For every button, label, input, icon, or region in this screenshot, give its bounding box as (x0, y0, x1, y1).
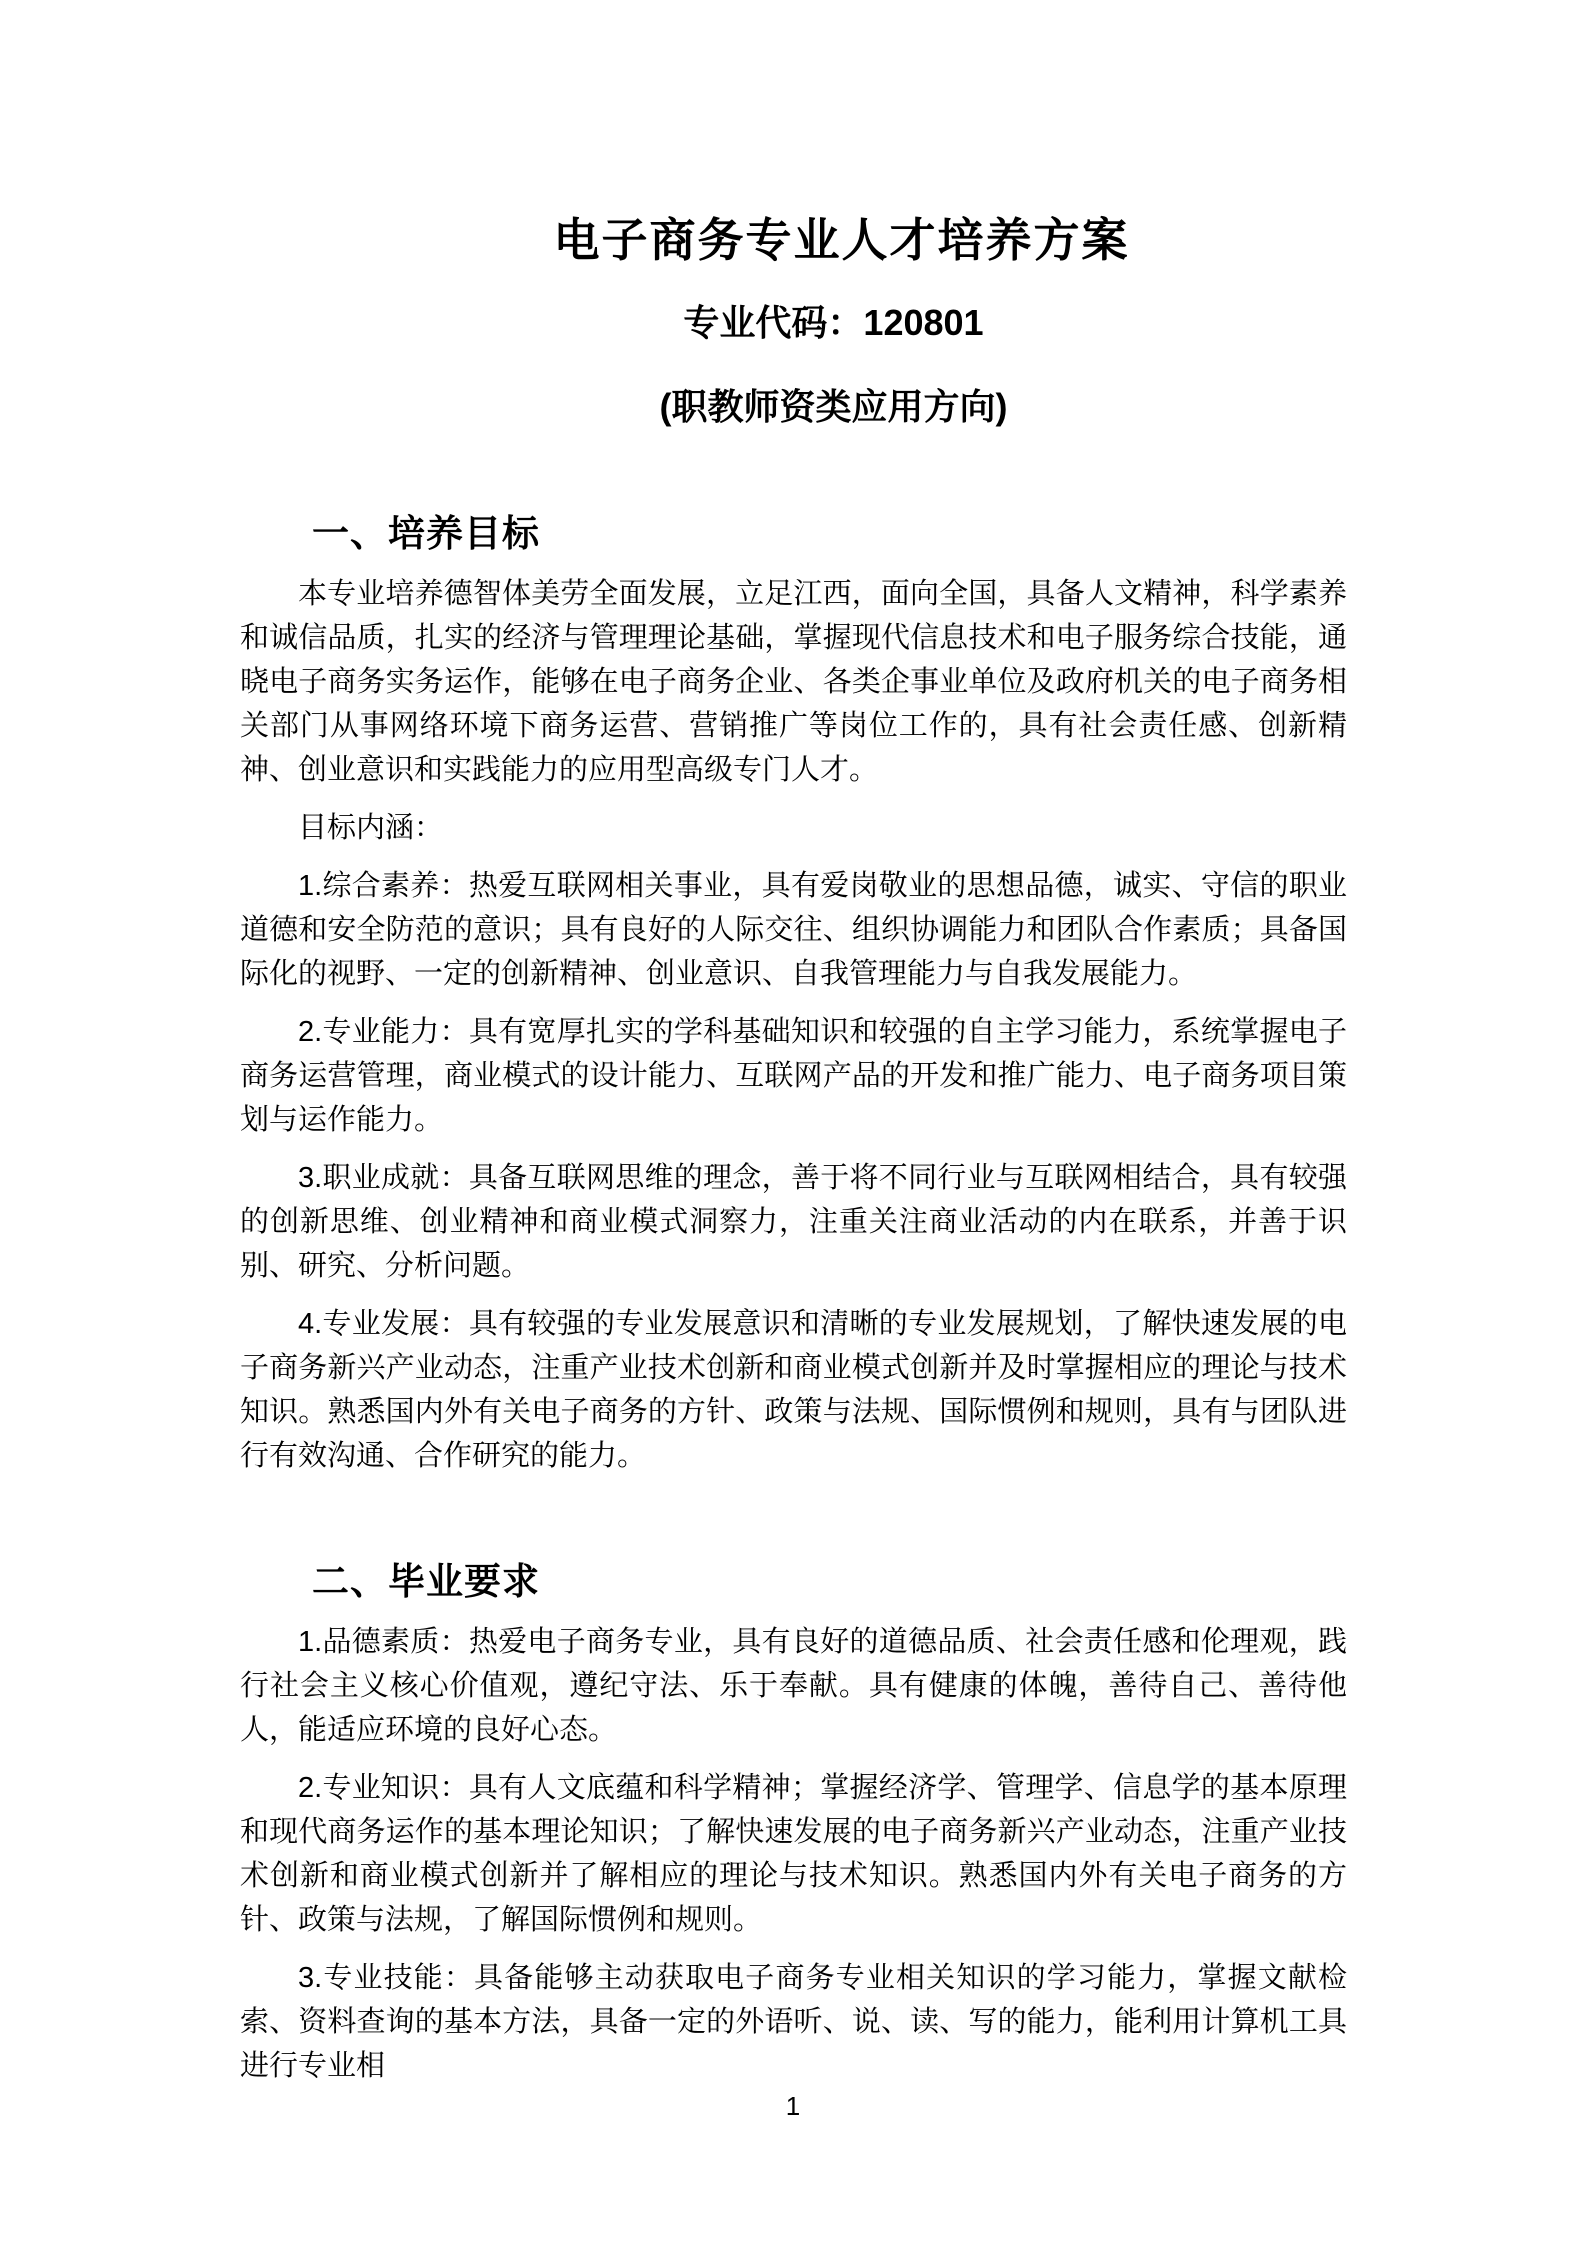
section-training-goals (240, 510, 1347, 1478)
document-content (240, 0, 1347, 2088)
paragraph-comprehensive-quality: 1.综合素养：热爱互联网相关事业，具有爱岗敬业的思想品德，诚实、守信的职业道德和安全防范的意识；具有良好的人际交往、组织协调能力和团队合作素质；具备国际化的视野、一定的创新精神、创业意识、自我管理能力与自我发展能力。 (240, 870, 1347, 990)
paragraph-career-achievement: 3.职业成就：具备互联网思维的理念，善于将不同行业与互联网相结合，具有较强的创新思维、创业精神和商业模式洞察力，注重关注商业活动的内在联系，并善于识别、研究、分析问题。 (240, 1162, 1347, 1282)
paragraph-professional-development: 4.专业发展：具有较强的专业发展意识和清晰的专业发展规划，了解快速发展的电子商务新兴产业动态，注重产业技术创新和商业模式创新并及时掌握相应的理论与技术知识。熟悉国内外有关电子商务的方针、政策与法规、国际惯例和规则，具有与团队进行有效沟通、合作研究的能力。 (240, 1308, 1347, 1472)
major-code-subtitle: 专业代码：120801 (683, 302, 984, 343)
section-graduation-requirements (240, 1558, 1347, 2088)
direction-subtitle: (职教师资类应用方向) (659, 386, 1008, 427)
paragraph-professional-knowledge: 2.专业知识：具有人文底蕴和科学精神；掌握经济学、管理学、信息学的基本原理和现代商务运作的基本理论知识；了解快速发展的电子商务新兴产业动态，注重产业技术创新和商业模式创新并了解相应的理论与技术知识。熟悉国内外有关电子商务的方针、政策与法规，了解国际惯例和规则。 (240, 1772, 1347, 1936)
section-heading-graduation-requirements: 二、毕业要求 (312, 1561, 540, 1602)
paragraph-moral-quality: 1.品德素质：热爱电子商务专业，具有良好的道德品质、社会责任感和伦理观，践行社会主义核心价值观，遵纪守法、乐于奉献。具有健康的体魄，善待自己、善待他人，能适应环境的良好心态。 (240, 1626, 1347, 1746)
paragraph-professional-ability: 2.专业能力：具有宽厚扎实的学科基础知识和较强的自主学习能力，系统掌握电子商务运营管理，商业模式的设计能力、互联网产品的开发和推广能力、电子商务项目策划与运作能力。 (240, 1016, 1347, 1136)
paragraph-professional-skills: 3.专业技能：具备能够主动获取电子商务专业相关知识的学习能力，掌握文献检索、资料查询的基本方法，具备一定的外语听、说、读、写的能力，能利用计算机工具进行专业相 (240, 1962, 1347, 2082)
page-number: 1 (785, 2091, 801, 2121)
paragraph-goal-connotation-label: 目标内涵： (298, 812, 444, 844)
paragraph-training-overview: 本专业培养德智体美劳全面发展，立足江西，面向全国，具备人文精神，科学素养和诚信品质，扎实的经济与管理理论基础，掌握现代信息技术和电子服务综合技能，通晓电子商务实务运作，能够在电子商务企业、各类企事业单位及政府机关的电子商务相关部门从事网络环境下商务运营、营销推广等岗位工作的，具有社会责任感、创新精神、创业意识和实践能力的应用型高级专门人才。 (240, 578, 1347, 786)
document-title: 电子商务专业人才培养方案 (553, 214, 1130, 266)
section-heading-training-goals: 一、培养目标 (312, 513, 540, 554)
